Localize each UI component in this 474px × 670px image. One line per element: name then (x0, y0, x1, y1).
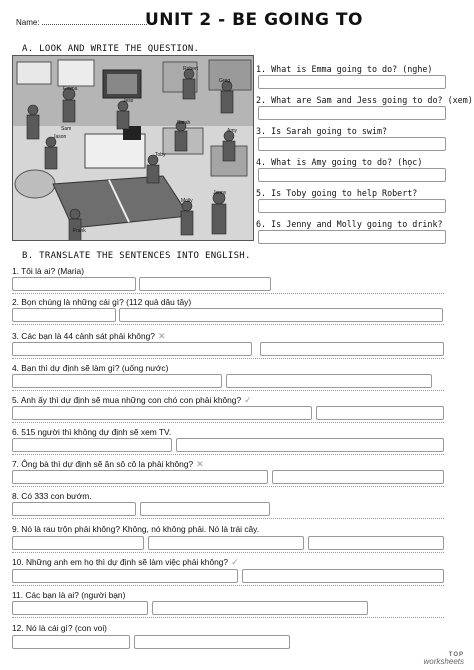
divider (12, 486, 444, 487)
divider (12, 293, 444, 294)
answer-10b[interactable] (242, 569, 444, 583)
answer-7a[interactable] (12, 470, 268, 484)
prompt-10 (12, 557, 239, 568)
answer-11b[interactable] (152, 601, 368, 615)
prompt-7-text: 7. Ông bà thì dự định sẽ ăn sô cô la phải không? (12, 459, 194, 469)
question-2: 2. What are Sam and Jess going to do? (xem) (256, 95, 473, 105)
prompt-9: 9. Nó là rau trộn phải không? Không, nó không phải. Nó là trái cây. (12, 524, 260, 534)
answer-12b[interactable] (134, 635, 290, 649)
answer-12a[interactable] (12, 635, 130, 649)
divider (12, 552, 444, 553)
divider (12, 617, 444, 618)
answer-box-1[interactable] (258, 75, 446, 89)
answer-9b[interactable] (148, 536, 304, 550)
answer-box-5[interactable] (258, 199, 446, 213)
picture-label-jason: Jason (53, 134, 67, 140)
cross-mark-icon: ✕ (196, 459, 204, 469)
answer-4a[interactable] (12, 374, 222, 388)
picture-label-jenny: Jenny (213, 190, 227, 196)
picture-label-frank: Frank (73, 228, 86, 234)
section-a-heading: A. LOOK AND WRITE THE QUESTION. (22, 44, 200, 54)
answer-box-2[interactable] (258, 106, 446, 120)
question-1: 1. What is Emma going to do? (nghe) (256, 64, 433, 74)
divider (12, 422, 444, 423)
prompt-4: 4. Bạn thì dự định sẽ làm gì? (uống nước) (12, 363, 169, 373)
prompt-3 (12, 331, 166, 342)
answer-box-4[interactable] (258, 168, 446, 182)
answer-2a[interactable] (12, 308, 116, 322)
answer-9a[interactable] (12, 536, 144, 550)
prompt-8: 8. Có 333 con bướm. (12, 491, 92, 501)
prompt-3-text: 3. Các bạn là 44 cảnh sát phải không? (12, 331, 155, 341)
prompt-10-text: 10. Những anh em họ thì dự định sẽ làm việc phải không? (12, 557, 229, 567)
picture-label-molly: Molly (181, 198, 193, 204)
name-label: Name: (16, 18, 40, 27)
prompt-5 (12, 395, 252, 406)
check-mark-icon: ✓ (244, 395, 252, 405)
section-b-heading: B. TRANSLATE THE SENTENCES INTO ENGLISH. (22, 251, 251, 261)
classroom-illustration (13, 56, 254, 241)
picture-label-emma: Emma (63, 86, 78, 92)
answer-4b[interactable] (226, 374, 432, 388)
question-6: 6. Is Jenny and Molly going to drink? (256, 219, 443, 229)
answer-7b[interactable] (272, 470, 444, 484)
answer-5a[interactable] (12, 406, 312, 420)
prompt-6: 6. 515 người thì không dự định sẽ xem TV. (12, 427, 172, 437)
prompt-2: 2. Bọn chúng là những cái gì? (112 quả dâu tây) (12, 297, 192, 307)
divider (12, 454, 444, 455)
divider (12, 518, 444, 519)
prompt-11: 11. Các bạn là ai? (người bạn) (12, 590, 126, 600)
picture-label-toby: Toby (155, 152, 166, 158)
picture-label-sam: Sam (61, 126, 72, 132)
cross-mark-icon: ✕ (157, 331, 166, 341)
page-title: UNIT 2 - BE GOING TO (145, 10, 363, 30)
logo-worksheets: worksheets (423, 657, 464, 666)
prompt-1: 1. Tôi là ai? (Maria) (12, 266, 84, 276)
answer-box-6[interactable] (258, 230, 446, 244)
picture-label-jess: Jess (123, 98, 134, 104)
picture-label-amy: Amy (227, 128, 237, 134)
check-mark-icon: ✓ (231, 557, 239, 567)
answer-10a[interactable] (12, 569, 238, 583)
answer-1a[interactable] (12, 277, 136, 291)
prompt-12: 12. Nó là cái gì? (con voi) (12, 623, 107, 633)
answer-1b[interactable] (139, 277, 271, 291)
divider (12, 390, 444, 391)
answer-9c[interactable] (308, 536, 444, 550)
picture-label-greg: Greg (219, 78, 231, 84)
divider (12, 358, 444, 359)
divider (12, 324, 444, 325)
answer-3a[interactable] (12, 342, 252, 356)
question-3: 3. Is Sarah going to swim? (256, 126, 388, 136)
name-field[interactable] (42, 17, 147, 25)
answer-8a[interactable] (12, 502, 136, 516)
answer-6a[interactable] (12, 438, 172, 452)
name-line (16, 17, 147, 27)
answer-3b[interactable] (260, 342, 444, 356)
question-5: 5. Is Toby going to help Robert? (256, 188, 418, 198)
answer-6b[interactable] (176, 438, 444, 452)
picture-label-robert: Robert (183, 66, 199, 72)
answer-8b[interactable] (140, 502, 270, 516)
topworksheets-logo (424, 652, 464, 666)
answer-5b[interactable] (316, 406, 444, 420)
picture-label-sarah: Sarah (177, 120, 191, 126)
divider (12, 585, 444, 586)
logo-top: TOP (448, 652, 464, 658)
answer-11a[interactable] (12, 601, 148, 615)
classroom-picture (12, 55, 254, 241)
answer-2b[interactable] (119, 308, 443, 322)
answer-box-3[interactable] (258, 137, 446, 151)
prompt-7 (12, 459, 204, 470)
question-4: 4. What is Amy going to do? (học) (256, 157, 423, 167)
prompt-5-text: 5. Anh ấy thì dự định sẽ mua những con chó con phải không? (12, 395, 242, 405)
